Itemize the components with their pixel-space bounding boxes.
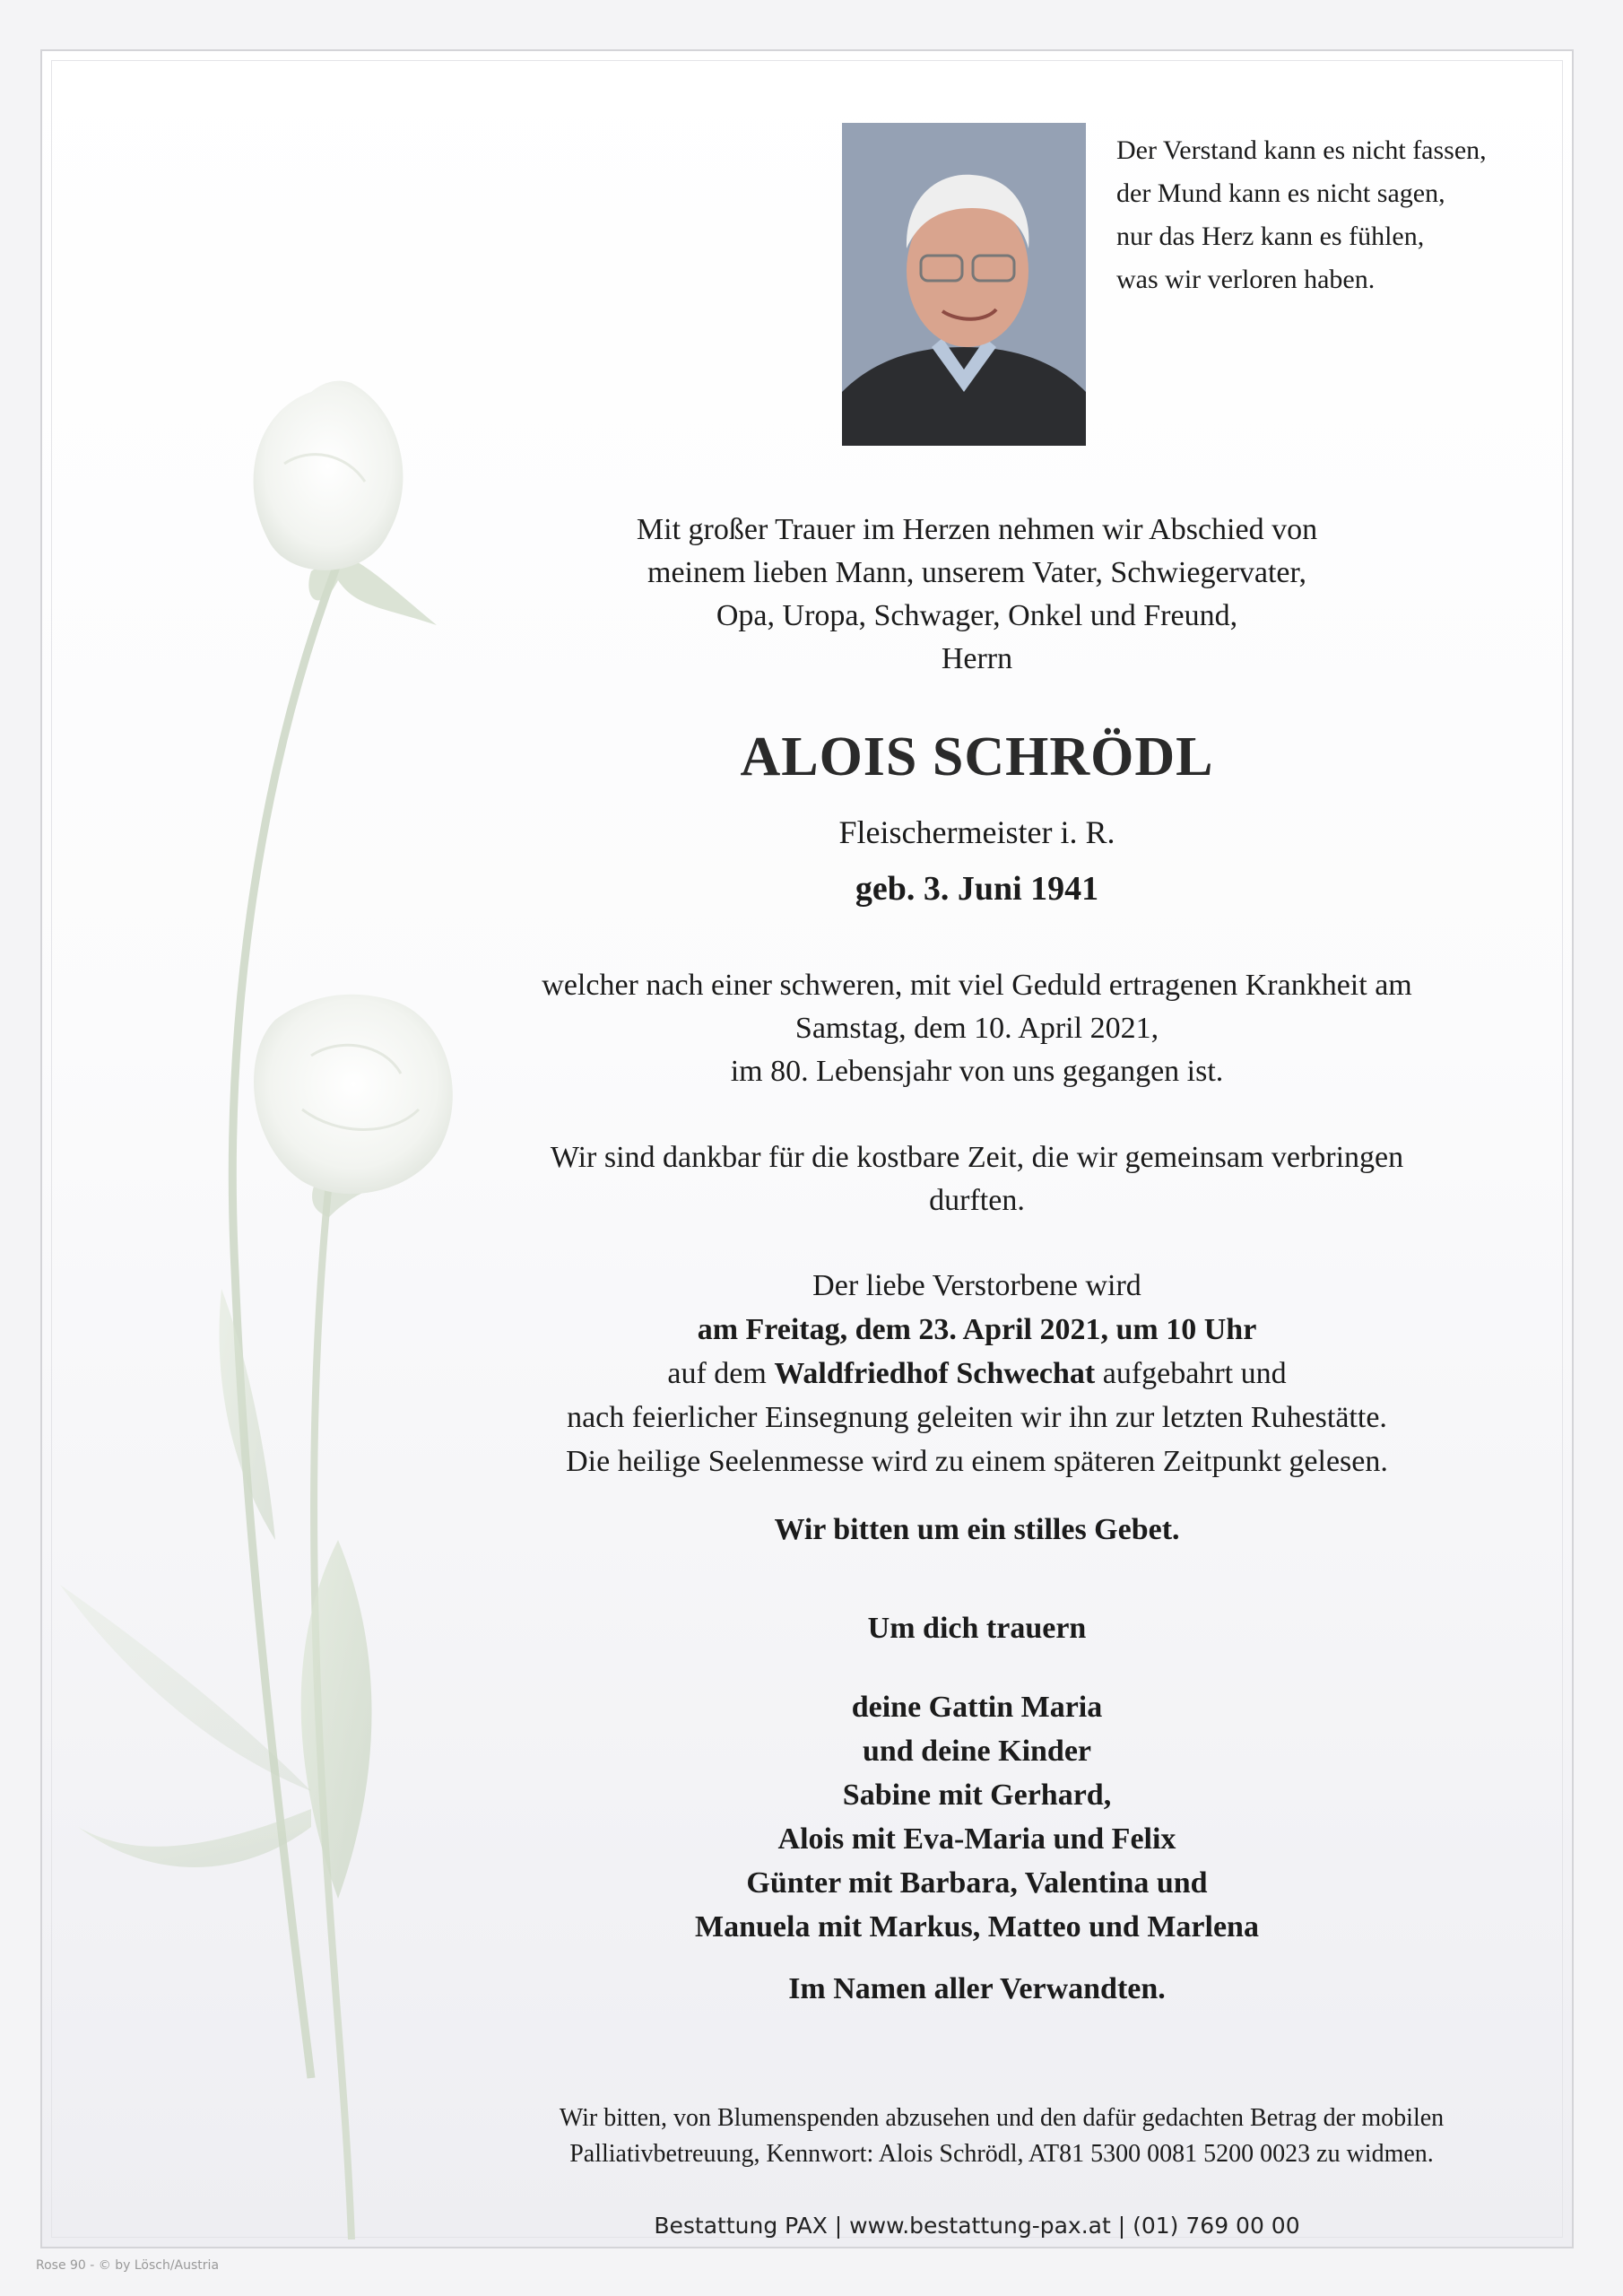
deceased-title: Fleischermeister i. R. <box>838 814 1115 850</box>
quote-line: der Mund kann es nicht sagen, <box>1116 178 1445 208</box>
donation-line: Wir bitten, von Blumenspenden abzusehen und den dafür gedachten Betrag der mobilen <box>559 2104 1445 2132</box>
mourner-line: deine Gattin Maria <box>851 1691 1103 1724</box>
mourner-line: und deine Kinder <box>862 1735 1092 1768</box>
intro-line: Mit großer Trauer im Herzen nehmen wir Abschied von <box>636 513 1318 546</box>
funeral-home-footer: Bestattung PAX | www.bestattung-pax.at | (01) 769 00 00 <box>654 2213 1300 2239</box>
relatives-line: Im Namen aller Verwandten. <box>788 1972 1166 2005</box>
place-suffix: aufgebahrt und <box>1095 1357 1287 1390</box>
mourners-heading: Um dich trauern <box>867 1612 1087 1645</box>
birth-date: geb. 3. Juni 1941 <box>855 870 1099 908</box>
image-credit: Rose 90 - © by Lösch/Austria <box>36 2258 220 2273</box>
quote-line: Der Verstand kann es nicht fassen, <box>1116 135 1487 165</box>
death-line: im 80. Lebensjahr von uns gegangen ist. <box>730 1055 1224 1088</box>
obituary-sheet <box>40 49 1574 2248</box>
funeral-line: Die heilige Seelenmesse wird zu einem späteren Zeitpunkt gelesen. <box>566 1445 1388 1478</box>
donation-note <box>473 2100 1531 2172</box>
announcement-intro <box>419 509 1535 681</box>
funeral-details <box>419 1264 1535 1483</box>
gratitude-text <box>419 1136 1535 1222</box>
funeral-line: Der liebe Verstorbene wird <box>812 1269 1141 1302</box>
intro-line: Herrn <box>941 642 1013 675</box>
prayer-request: Wir bitten um ein stilles Gebet. <box>774 1513 1180 1546</box>
deceased-name: ALOIS SCHRÖDL <box>740 726 1214 787</box>
mourners-list <box>419 1685 1535 1949</box>
mourner-line: Alois mit Eva-Maria und Felix <box>777 1822 1176 1856</box>
intro-line: Opa, Uropa, Schwager, Onkel und Freund, <box>716 599 1238 632</box>
funeral-date <box>419 1308 1535 1352</box>
death-notice <box>419 964 1535 1093</box>
mourner-line: Günter mit Barbara, Valentina und <box>746 1866 1208 1900</box>
thanks-line: durften. <box>929 1184 1025 1217</box>
funeral-place-line <box>419 1352 1535 1396</box>
mourner-line: Sabine mit Gerhard, <box>842 1779 1112 1812</box>
place-prefix: auf dem <box>667 1357 775 1390</box>
intro-line: meinem lieben Mann, unserem Vater, Schwiegervater, <box>647 556 1306 589</box>
death-line: welcher nach einer schweren, mit viel Geduld ertragenen Krankheit am <box>542 969 1412 1002</box>
quote-verse <box>1116 129 1574 301</box>
funeral-line: nach feierlicher Einsegnung geleiten wir ihn zur letzten Ruhestätte. <box>567 1401 1387 1434</box>
thanks-line: Wir sind dankbar für die kostbare Zeit, die wir gemeinsam verbringen <box>550 1141 1404 1174</box>
funeral-place: Waldfriedhof Schwechat <box>774 1357 1096 1390</box>
portrait-illustration <box>842 123 1086 446</box>
mourner-line: Manuela mit Markus, Matteo und Marlena <box>695 1910 1259 1944</box>
quote-line: was wir verloren haben. <box>1116 265 1376 294</box>
funeral-date-text: am Freitag, dem 23. April 2021, um 10 Uhr <box>697 1313 1257 1346</box>
quote-line: nur das Herz kann es fühlen, <box>1116 222 1425 251</box>
portrait-photo <box>842 123 1086 446</box>
death-line: Samstag, dem 10. April 2021, <box>794 1012 1159 1045</box>
donation-line: Palliativbetreuung, Kennwort: Alois Schrödl, AT81 5300 0081 5200 0023 zu widmen. <box>569 2140 1434 2168</box>
